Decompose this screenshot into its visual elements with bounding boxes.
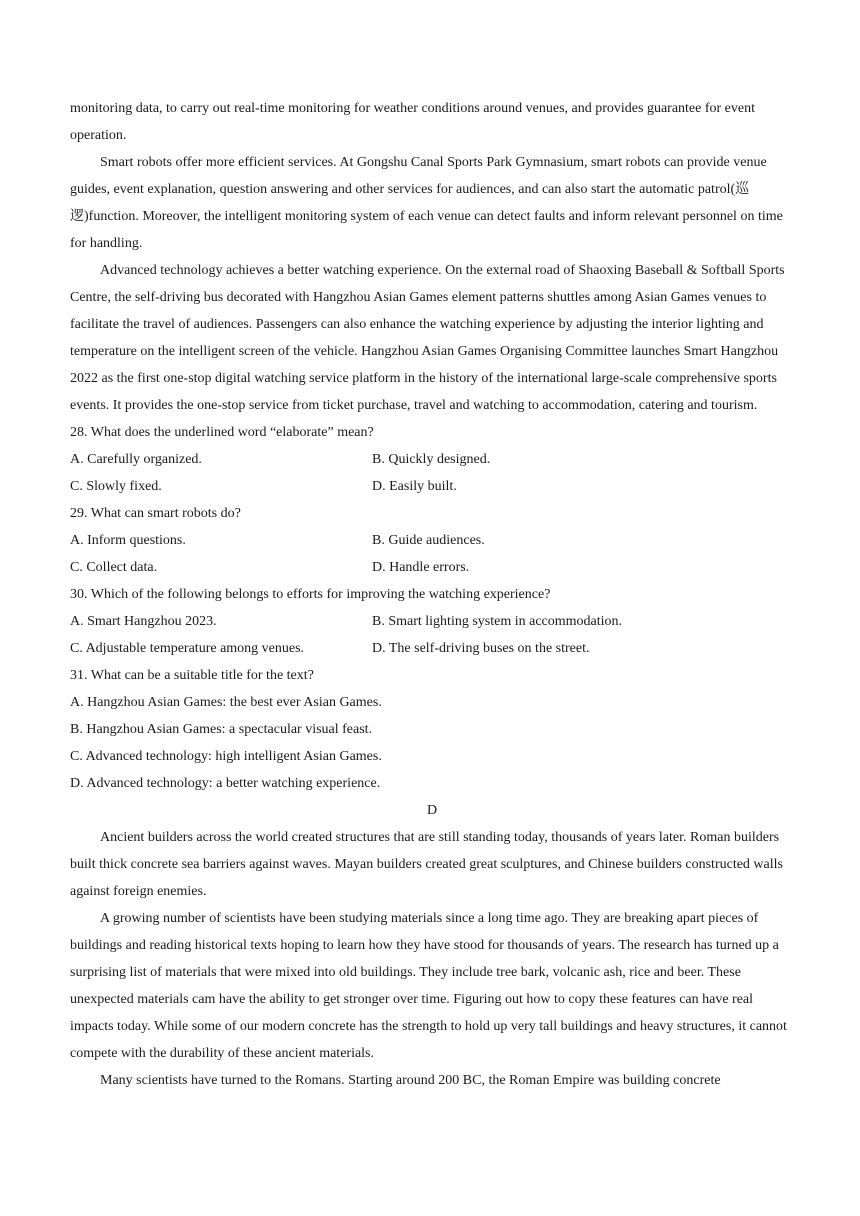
question-options: [70, 689, 794, 797]
question-28: [70, 419, 794, 500]
question-29: [70, 500, 794, 581]
option-a[interactable]: A. Hangzhou Asian Games: the best ever Asian Games.: [70, 695, 382, 710]
option-d[interactable]: D. Handle errors.: [372, 560, 470, 575]
option-d[interactable]: D. The self-driving buses on the street.: [372, 641, 590, 656]
option-b[interactable]: B. Quickly designed.: [372, 452, 491, 467]
option-b[interactable]: B. Smart lighting system in accommodation.: [372, 614, 623, 629]
passage-c-paragraph-2: Smart robots offer more efficient services. At Gongshu Canal Sports Park Gymnasium, smart robots can provide venue guides, event explanation, question answering and other services for audiences, and can also start the automatic patrol(巡逻)function. Moreover, the intelligent monitoring system of each venue can detect faults and inform relevant personnel on time for handling.: [70, 155, 783, 251]
option-c[interactable]: C. Adjustable temperature among venues.: [70, 641, 305, 656]
question-options: [70, 527, 794, 581]
passage-d-paragraph-2: A growing number of scientists have been studying materials since a long time ago. They are breaking apart pieces of buildings and reading historical texts hoping to learn how they have stood for thousands of years. The research has turned up a surprising list of materials that were mixed into old buildings. They include tree bark, volcanic ash, rice and beer. These unexpected materials cam have the ability to get stronger over time. Figuring out how to copy these features can have real impacts today. While some of our modern concrete has the strength to hold up very tall buildings and heavy structures, it cannot compete with the durability of these ancient materials.: [70, 911, 787, 1061]
question-stem: 28. What does the underlined word “elaborate” mean?: [70, 425, 374, 440]
option-b[interactable]: B. Hangzhou Asian Games: a spectacular visual feast.: [70, 722, 373, 737]
question-stem: 30. Which of the following belongs to efforts for improving the watching experience?: [70, 587, 551, 602]
question-stem: 29. What can smart robots do?: [70, 506, 241, 521]
option-a[interactable]: A. Inform questions.: [70, 533, 186, 548]
option-c[interactable]: C. Slowly fixed.: [70, 479, 162, 494]
section-heading-d: D: [426, 803, 438, 818]
passage-c-paragraph-1: monitoring data, to carry out real-time monitoring for weather conditions around venues, and provides guarantee for event operation.: [70, 101, 756, 143]
option-d[interactable]: D. Advanced technology: a better watching experience.: [70, 776, 381, 791]
option-c[interactable]: C. Advanced technology: high intelligent Asian Games.: [70, 749, 382, 764]
option-a[interactable]: A. Carefully organized.: [70, 452, 202, 467]
option-b[interactable]: B. Guide audiences.: [372, 533, 485, 548]
passage-d-paragraph-1: Ancient builders across the world created structures that are still standing today, thousands of years later. Roman builders built thick concrete sea barriers against waves. Mayan builders created great sculptures, and Chinese builders constructed walls against foreign enemies.: [70, 830, 783, 899]
question-options: [70, 446, 794, 500]
document-page: [70, 95, 794, 1094]
question-stem: 31. What can be a suitable title for the text?: [70, 668, 314, 683]
passage-c-paragraph-3: Advanced technology achieves a better watching experience. On the external road of Shaoxing Baseball & Softball Sports Centre, the self-driving bus decorated with Hangzhou Asian Games element patterns shuttles among Asian Games venues to facilitate the travel of audiences. Passengers can also enhance the watching experience by adjusting the interior lighting and temperature on the intelligent screen of the vehicle. Hangzhou Asian Games Organising Committee launches Smart Hangzhou 2022 as the first one-stop digital watching service platform in the history of the international large-scale comprehensive sports events. It provides the one-stop service from ticket purchase, travel and watching to accommodation, catering and tourism.: [70, 263, 785, 413]
question-options: [70, 608, 794, 662]
question-30: [70, 581, 794, 662]
option-d[interactable]: D. Easily built.: [372, 479, 457, 494]
option-a[interactable]: A. Smart Hangzhou 2023.: [70, 614, 217, 629]
passage-d-paragraph-3: Many scientists have turned to the Romans. Starting around 200 BC, the Roman Empire was building concrete: [100, 1073, 721, 1088]
option-c[interactable]: C. Collect data.: [70, 560, 158, 575]
question-31: [70, 662, 794, 797]
